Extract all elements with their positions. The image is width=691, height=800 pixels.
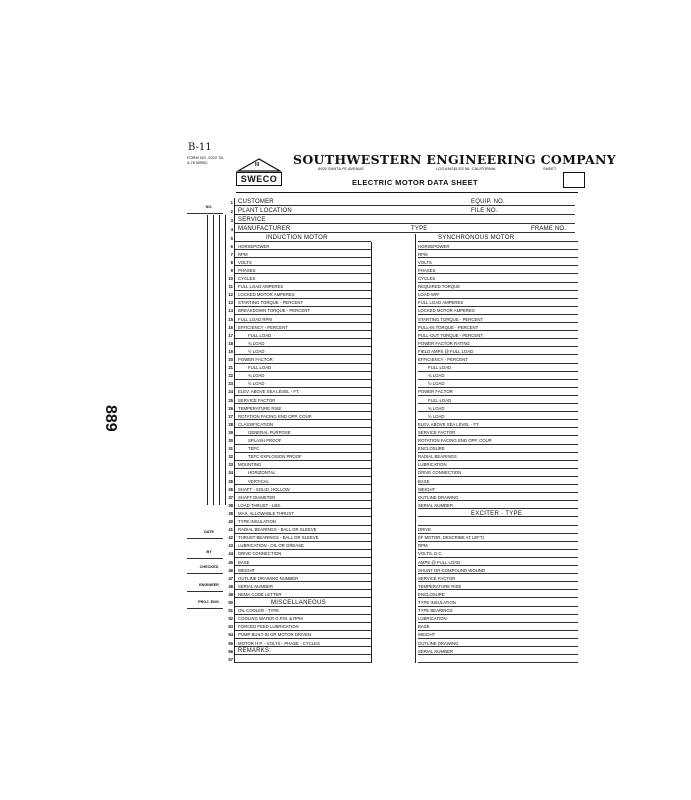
left-field-label: HORIZONTAL	[248, 470, 276, 476]
left-field-label: HORSEPOWER	[238, 243, 270, 249]
left-field-label: STARTING TORQUE - PERCENT	[238, 300, 304, 306]
right-field-label: SERVICE FACTOR	[418, 429, 456, 435]
table-row	[226, 347, 578, 355]
row-number: 53	[228, 624, 233, 630]
row-number: 40	[228, 519, 233, 524]
field-underline[interactable]	[235, 223, 575, 224]
ledger-label: PROJ. ENG.	[198, 600, 220, 604]
left-field-label: FULL LOAD AMPERES	[238, 284, 284, 290]
table-row	[226, 542, 578, 550]
right-field-label: SERVICE FACTOR	[418, 575, 456, 581]
table-row	[226, 356, 578, 364]
row-number: 37	[228, 494, 233, 500]
sheet-label: SHEET	[543, 166, 557, 171]
right-field-label: BASE	[418, 478, 430, 484]
left-field-label: FULL LOAD	[248, 365, 272, 371]
company-address-city: LOS ANGELES 58, CALIFORNIA	[436, 166, 496, 171]
right-field-label: FIELD AMPS @ FULL LOAD	[418, 348, 474, 354]
row-number: 20	[228, 357, 233, 362]
ledger-label: DATE	[203, 530, 215, 534]
right-field-label: RADIAL BEARINGS	[418, 454, 457, 460]
logo-mark: III	[255, 162, 260, 168]
table-row	[226, 339, 578, 347]
table-row	[226, 607, 578, 615]
synchronous-motor-header: SYNCHRONOUS MOTOR	[438, 234, 515, 241]
left-field-label: ¾ LOAD	[248, 340, 265, 346]
row-number: 57	[228, 656, 233, 662]
left-field-label: BASE	[238, 559, 250, 565]
right-field-label: (IF MOTOR, DESCRIBE AT LEFT)	[418, 535, 484, 541]
row-number: 45	[228, 559, 233, 565]
form-number: FORM NO. 2022 78-4-76 MRBC	[187, 155, 224, 165]
left-field-label: TEFC	[248, 446, 260, 452]
left-field-underline[interactable]	[235, 662, 371, 663]
left-field-label: WEIGHT	[238, 567, 256, 573]
row-number: 6	[230, 243, 233, 249]
table-row	[226, 574, 578, 582]
right-field-label: ENCLOSURE	[418, 591, 445, 597]
row-number: 25	[228, 397, 233, 403]
left-field-label: REMARKS:	[238, 647, 271, 654]
table-row	[226, 380, 578, 388]
left-field-label: MISCELLANEOUS	[271, 600, 326, 606]
table-row	[226, 291, 578, 299]
table-row	[226, 420, 578, 428]
table-row	[226, 453, 578, 461]
left-field-label: SPLASH PROOF	[248, 438, 282, 443]
row-number: 35	[228, 478, 233, 484]
ledger-label: CHECKED	[199, 565, 219, 569]
table-row	[226, 323, 578, 331]
right-field-label: SHUNT OR COMPOUND WOUND	[418, 567, 485, 573]
table-row	[226, 299, 578, 307]
table-row	[226, 526, 578, 534]
row-number: 16	[228, 324, 233, 330]
right-field-label: RPM	[418, 543, 428, 549]
header-field-row	[226, 216, 578, 224]
row-number: 26	[228, 405, 233, 411]
row-number: 1	[230, 199, 233, 205]
right-field-label: ELEV. ABOVE SEA LEVEL - FT.	[418, 421, 480, 427]
row-number: 39	[228, 510, 233, 516]
right-field-label: CYCLES	[418, 276, 436, 281]
row-number: 48	[228, 583, 233, 589]
left-field-label: TYPE INSULATION	[238, 519, 276, 524]
left-field-label: BREAKDOWN TORQUE - PERCENT	[238, 308, 310, 314]
left-field-label: EFFICIENCY - PERCENT	[238, 324, 288, 330]
row-number: 47	[228, 575, 233, 581]
row-number: 14	[228, 308, 233, 314]
row-number: 17	[228, 332, 233, 338]
form-table	[226, 198, 578, 687]
table-row	[226, 647, 578, 655]
row-number: 2	[230, 208, 233, 214]
left-field-label: LOCKED MOTOR AMPERES	[238, 292, 295, 298]
right-field-label: SERIAL NUMBER	[418, 502, 453, 508]
table-row	[226, 485, 578, 493]
right-field-label: ENCLOSURE	[418, 446, 445, 452]
right-field-label: RPM	[418, 251, 428, 257]
right-field-label: WEIGHT	[418, 486, 436, 492]
right-field-label: DRIVE	[418, 527, 432, 533]
table-row	[226, 388, 578, 396]
header-field-label: PLANT LOCATION	[238, 207, 292, 214]
right-field-label: BASE	[418, 624, 430, 630]
row-number: 46	[228, 567, 233, 573]
right-field-label: ¾ LOAD	[428, 405, 445, 411]
left-field-label: GENERAL PURPOSE	[248, 429, 291, 435]
left-field-label: ELEV. ABOVE SEA LEVEL - FT.	[238, 389, 300, 395]
header-field-right-label: EQUIP. NO.	[471, 198, 505, 205]
company-address-street: 6920 SANTA FE AVENUE	[318, 166, 365, 171]
table-row	[226, 364, 578, 372]
header-field-right-label: FRAME NO.	[531, 225, 567, 232]
ledger-label: ENGINEER	[199, 583, 219, 587]
table-row	[226, 250, 578, 258]
left-field-label: SHAFT DIAMETER	[238, 494, 276, 500]
table-row	[226, 566, 578, 574]
left-field-label: ½ LOAD	[248, 348, 265, 354]
table-row	[226, 615, 578, 623]
table-row	[226, 234, 578, 242]
page-side-number: 889	[102, 405, 119, 432]
left-field-label: THRUST BEARINGS - BALL OR SLEEVE	[238, 535, 319, 541]
right-field-label: EXCITER - TYPE	[471, 510, 523, 517]
document-title: ELECTRIC MOTOR DATA SHEET	[352, 178, 478, 187]
right-field-label: DRIVE CONNECTION	[418, 470, 462, 476]
left-field-label: OUTLINE DRAWING NUMBER	[238, 575, 299, 581]
right-field-label: FULL LOAD	[428, 397, 452, 403]
row-number: 30	[228, 438, 233, 443]
row-number: 49	[228, 591, 233, 597]
row-number: 42	[228, 535, 233, 541]
table-row	[226, 558, 578, 566]
handwritten-note: B-11	[188, 142, 212, 153]
right-field-label: REQUIRED TORQUE	[418, 284, 461, 290]
table-row	[226, 404, 578, 412]
logo-wordmark-box	[236, 172, 282, 186]
table-row	[226, 275, 578, 283]
ledger-divider	[207, 215, 208, 505]
header-field-row	[226, 225, 578, 233]
table-row	[226, 655, 578, 663]
row-number: 33	[228, 462, 233, 468]
table-row	[226, 469, 578, 477]
left-field-label: ½ LOAD	[248, 381, 265, 387]
table-row	[226, 372, 578, 380]
right-field-label: LOCKED MOTOR AMPERES	[418, 308, 475, 314]
center-column-divider	[415, 234, 416, 663]
row-number: 29	[228, 429, 233, 435]
row-number: 5	[230, 235, 233, 241]
ledger-underline[interactable]	[187, 558, 223, 559]
left-field-label: TEMPERATURE RISE	[238, 405, 282, 411]
left-field-label: NEMA CODE LETTER	[238, 591, 282, 597]
left-field-label: ¾ LOAD	[248, 373, 265, 379]
left-field-label: LOAD THRUST - LBS.	[238, 502, 282, 508]
table-row	[226, 445, 578, 453]
table-row	[226, 258, 578, 266]
ledger-label: NO.	[205, 205, 213, 209]
left-field-label: CYCLES	[238, 276, 256, 281]
right-field-label: LUBRICATION	[418, 462, 447, 468]
left-field-label: MAX. ALLOWABLE THRUST	[238, 510, 294, 516]
row-number: 23	[228, 381, 233, 387]
row-number: 4	[230, 226, 233, 232]
right-field-label: PHASES	[418, 267, 436, 273]
header-field-right-label: TYPE	[411, 225, 428, 232]
row-number: 34	[228, 470, 233, 476]
row-number: 38	[228, 502, 233, 508]
right-field-label: TYPE BEARINGS	[418, 608, 453, 614]
field-underline[interactable]	[235, 214, 575, 215]
row-number: 54	[228, 632, 233, 638]
left-field-label: FULL LOAD	[248, 332, 272, 338]
left-field-label: PUMP BUILT-IN OR MOTOR DRIVEN	[238, 632, 312, 638]
right-field-label: PULL-OUT TORQUE - PERCENT	[418, 332, 483, 338]
right-field-label: ¾ LOAD	[428, 373, 445, 379]
table-row	[226, 477, 578, 485]
number-column-divider	[234, 198, 235, 663]
left-field-label: COOLING WATER G.P.M. & RPM	[238, 616, 303, 622]
row-number: 13	[228, 300, 233, 306]
table-row	[226, 599, 578, 607]
left-field-label: SHAFT - SOLID, HOLLOW	[238, 486, 290, 492]
right-field-label: AMPS @ FULL LOAD	[418, 559, 461, 565]
table-row	[226, 590, 578, 598]
company-name: SOUTHWESTERN ENGINEERING COMPANY	[293, 152, 616, 167]
left-field-label: OIL COOLER - TYPE	[238, 608, 280, 614]
ledger-divider	[213, 215, 214, 505]
right-field-label: ½ LOAD	[428, 381, 445, 387]
ledger-label: BY	[206, 550, 212, 554]
row-number: 12	[228, 292, 233, 298]
left-field-label: TEFC EXPLOSION PROOF	[248, 454, 302, 460]
right-field-label: POWER FACTOR	[418, 389, 453, 395]
table-row	[226, 623, 578, 631]
right-field-label: FULL LOAD	[428, 365, 452, 371]
row-number: 50	[228, 600, 233, 605]
table-row	[226, 266, 578, 274]
ledger-underline[interactable]	[187, 538, 223, 539]
left-field-label: CLASSIFICATION	[238, 421, 274, 427]
row-number: 32	[228, 454, 233, 460]
row-number: 56	[228, 648, 233, 654]
row-number: 27	[228, 413, 233, 419]
right-field-label: LUBRICATION	[418, 616, 447, 622]
row-number: 8	[230, 259, 233, 265]
row-number: 28	[228, 421, 233, 427]
left-field-label: ROTATION FACING END OPP. COUP.	[238, 413, 313, 419]
table-row	[226, 331, 578, 339]
header-field-row	[226, 198, 578, 206]
sheet-number-box	[563, 172, 585, 188]
table-row	[226, 396, 578, 404]
right-field-label: FULL LOAD AMPERES	[418, 300, 464, 306]
row-number: 21	[228, 365, 233, 371]
logo-wordmark: SWECO	[240, 174, 278, 184]
left-field-label: FORCED FEED LUBRICATION	[238, 624, 299, 630]
row-number: 11	[228, 284, 233, 290]
row-number: 36	[228, 486, 233, 492]
header-field-right-label: FILE NO.	[471, 207, 498, 214]
right-field-label: TEMPERATURE RISE	[418, 583, 462, 589]
table-row	[226, 307, 578, 315]
left-field-label: MOTOR H.P. - VOLTS - PHASE - CYCLES	[238, 640, 320, 646]
right-field-label: ½ LOAD	[428, 413, 445, 419]
field-underline[interactable]	[235, 232, 575, 233]
row-number: 44	[228, 551, 233, 557]
table-row	[226, 283, 578, 291]
row-number: 51	[228, 608, 233, 614]
table-row	[226, 412, 578, 420]
header-field-label: MANUFACTURER	[238, 225, 291, 232]
table-row	[226, 631, 578, 639]
ledger-underline[interactable]	[187, 573, 223, 574]
right-field-underline[interactable]	[418, 662, 578, 663]
header-field-label: SERVICE	[238, 216, 266, 223]
table-row	[226, 437, 578, 445]
left-field-label: SERIAL NUMBER	[238, 583, 273, 589]
table-row	[226, 550, 578, 558]
row-number: 7	[230, 251, 233, 257]
table-row	[226, 501, 578, 509]
header-rule	[236, 192, 578, 193]
ledger-underline[interactable]	[187, 213, 223, 214]
row-number: 3	[230, 217, 233, 223]
row-number: 9	[230, 267, 233, 273]
right-field-label: VOLTS, D.C.	[418, 551, 443, 557]
right-field-label: ROTATION FACING END OPP. COUP.	[418, 438, 493, 443]
right-field-label: HORSEPOWER	[418, 243, 450, 249]
left-field-label: MOUNTING	[238, 462, 262, 468]
right-field-label: POWER FACTOR RATING	[418, 340, 470, 346]
table-row	[226, 428, 578, 436]
ledger-underline[interactable]	[187, 591, 223, 592]
left-field-label: POWER FACTOR	[238, 357, 273, 362]
row-number: 18	[228, 340, 233, 346]
row-number: 41	[228, 527, 233, 533]
right-field-label: WEIGHT	[418, 632, 436, 638]
row-number: 55	[228, 640, 233, 646]
table-row	[226, 639, 578, 647]
right-field-label: PULL-IN TORQUE - PERCENT	[418, 324, 479, 330]
left-field-label: PHASES	[238, 267, 256, 273]
induction-motor-header: INDUCTION MOTOR	[266, 234, 328, 241]
left-field-label: RADIAL BEARINGS - BALL OR SLEEVE	[238, 527, 317, 533]
table-row	[226, 242, 578, 250]
right-field-label: EFFICIENCY - PERCENT	[418, 357, 468, 362]
right-field-label: TYPE INSULATION	[418, 600, 456, 605]
left-column-divider	[371, 242, 372, 663]
left-field-label: SERVICE FACTOR	[238, 397, 276, 403]
table-row	[226, 315, 578, 323]
right-field-label: VOLTS	[418, 259, 432, 265]
table-row	[226, 534, 578, 542]
left-field-label: VOLTS	[238, 259, 252, 265]
right-field-label: OUTLINE DRAWING	[418, 640, 459, 646]
row-number: 19	[228, 348, 233, 354]
table-row	[226, 461, 578, 469]
row-number: 15	[228, 316, 233, 322]
ledger-underline[interactable]	[187, 608, 223, 609]
table-row	[226, 493, 578, 501]
header-field-row	[226, 207, 578, 215]
right-field-label: OUTLINE DRAWING	[418, 494, 459, 500]
table-row	[226, 509, 578, 517]
right-field-label: STARTING TORQUE - PERCENT	[418, 316, 484, 322]
right-field-label: SERIAL NUMBER	[418, 648, 453, 654]
left-field-label: VERTICAL	[248, 478, 269, 484]
left-field-label: DRIVE CONNECTION	[238, 551, 282, 557]
left-field-label: LUBRICATION - OIL OR GREASE	[238, 543, 304, 549]
table-row	[226, 518, 578, 526]
row-number: 43	[228, 543, 233, 549]
row-number: 31	[228, 446, 233, 452]
header-field-label: CUSTOMER	[238, 198, 274, 205]
right-field-label: LOAD WR²	[418, 292, 440, 298]
row-number: 52	[228, 616, 233, 622]
left-field-label: FULL LOAD RPM	[238, 316, 272, 322]
row-number: 24	[228, 389, 233, 395]
field-underline[interactable]	[235, 205, 575, 206]
left-field-label: RPM	[238, 251, 248, 257]
table-row	[226, 582, 578, 590]
row-number: 22	[228, 373, 233, 379]
row-number: 10	[228, 276, 233, 281]
ledger-divider	[219, 215, 220, 505]
